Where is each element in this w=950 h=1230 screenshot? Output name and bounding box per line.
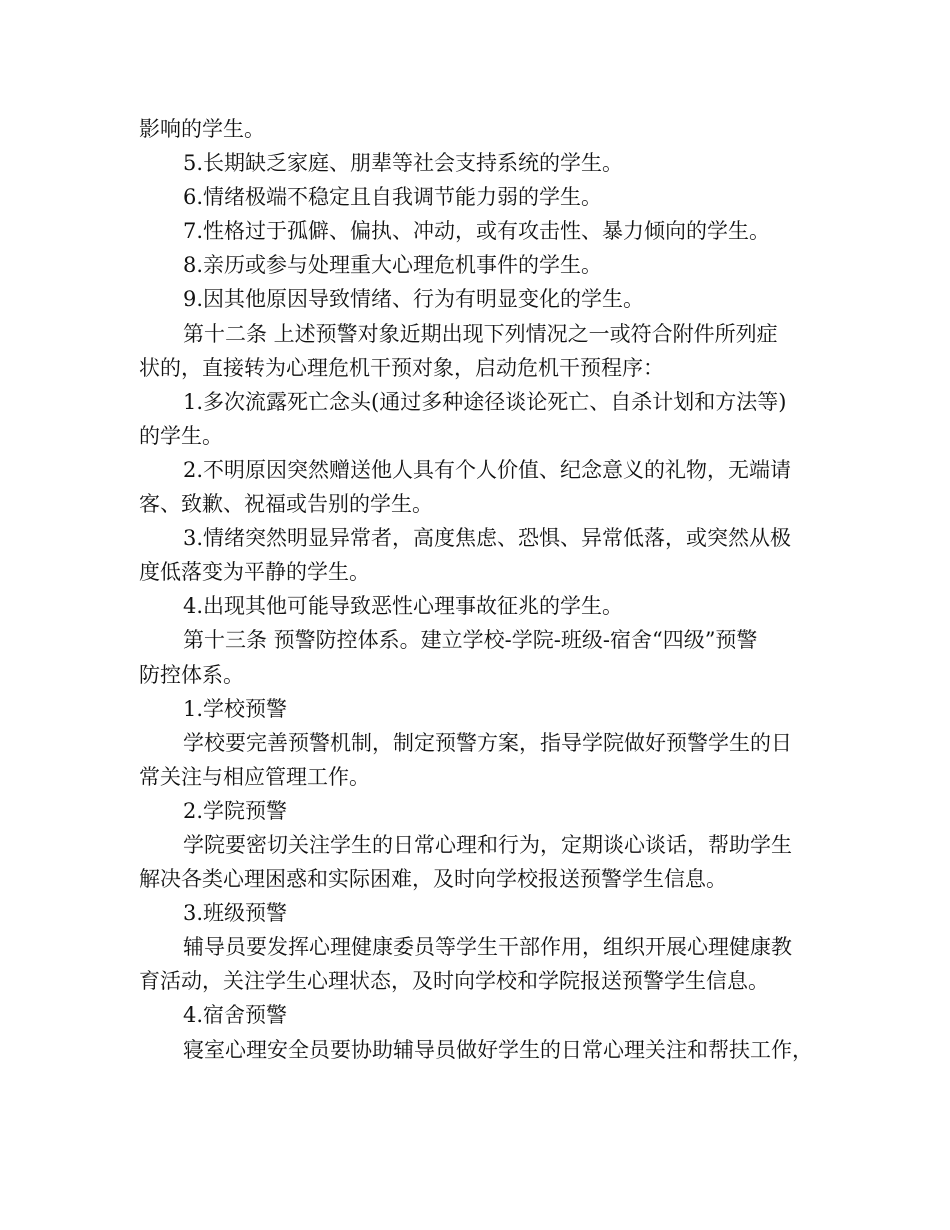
list-item: 4.出现其他可能导致恶性心理事故征兆的学生。 (183, 594, 624, 619)
text-line: 度低落变为平静的学生。 (139, 560, 370, 585)
list-item: 9.因其他原因导致情绪、行为有明显变化的学生。 (183, 287, 645, 312)
list-item: 2.不明原因突然赠送他人具有个人价值、纪念意义的礼物，无端请 (183, 457, 792, 482)
section-heading-school: 1.学校预警 (183, 696, 288, 721)
text-line: 育活动，关注学生心理状态，及时向学校和学院报送预警学生信息。 (139, 969, 769, 994)
paragraph-line: 寝室心理安全员要协助辅导员做好学生的日常心理关注和帮扶工作， (183, 1037, 813, 1062)
text-line: 客、致歉、祝福或告别的学生。 (139, 492, 433, 517)
text-line: 状的，直接转为心理危机干预对象，启动危机干预程序： (139, 355, 664, 380)
section-heading-college: 2.学院预警 (183, 798, 288, 823)
list-item: 1.多次流露死亡念头(通过多种途径谈论死亡、自杀计划和方法等) (183, 389, 787, 414)
document-body (139, 112, 819, 1067)
text-line: 解决各类心理困惑和实际困难，及时向学校报送预警学生信息。 (139, 867, 727, 892)
article-13-heading-line: 第十三条 预警防控体系。建立学校-学院-班级-宿舍“四级”预警 (183, 628, 758, 653)
paragraph-line: 学院要密切关注学生的日常心理和行为，定期谈心谈话，帮助学生 (183, 832, 792, 857)
list-item: 8.亲历或参与处理重大心理危机事件的学生。 (183, 253, 603, 278)
text-line: 常关注与相应管理工作。 (139, 764, 370, 789)
list-item: 7.性格过于孤僻、偏执、冲动，或有攻击性、暴力倾向的学生。 (183, 219, 771, 244)
list-item: 6.情绪极端不稳定且自我调节能力弱的学生。 (183, 185, 603, 210)
list-item: 3.情绪突然明显异常者，高度焦虑、恐惧、异常低落，或突然从极 (183, 526, 792, 551)
text-line: 影响的学生。 (139, 117, 265, 141)
list-item: 5.长期缺乏家庭、朋辈等社会支持系统的学生。 (183, 151, 624, 176)
paragraph-line: 学校要完善预警机制，制定预警方案，指导学院做好预警学生的日 (183, 730, 792, 755)
paragraph-line: 辅导员要发挥心理健康委员等学生干部作用，组织开展心理健康教 (183, 935, 792, 960)
section-heading-dormitory: 4.宿舍预警 (183, 1003, 288, 1028)
text-line: 的学生。 (139, 423, 223, 448)
section-heading-class: 3.班级预警 (183, 901, 288, 926)
article-12-heading-line: 第十二条 上述预警对象近期出现下列情况之一或符合附件所列症 (183, 321, 778, 346)
text-line: 防控体系。 (139, 662, 244, 687)
